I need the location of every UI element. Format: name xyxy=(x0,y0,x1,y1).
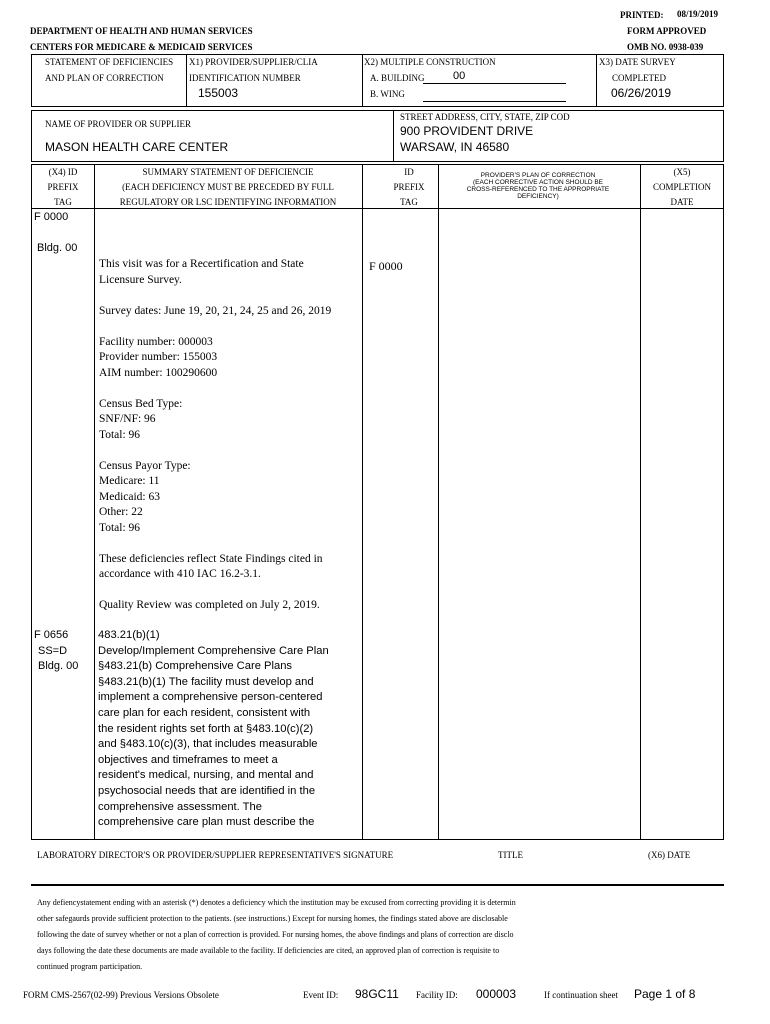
disclaimer-line: days following the date these documents are made available to the facility. If deficiencies are cited, an approved plan of correction is requisite to xyxy=(37,946,500,955)
title-label: TITLE xyxy=(498,850,523,860)
aim-number: AIM number: 100290600 xyxy=(99,366,218,379)
summary-f0000 xyxy=(99,257,361,614)
disclaimer-line: continued program participation. xyxy=(37,962,143,971)
plan-label-2: (EACH CORRECTIVE ACTION SHOULD BE xyxy=(472,179,604,186)
omb-number: OMB NO. 0938-039 xyxy=(627,42,704,52)
statement-label-2: AND PLAN OF CORRECTION xyxy=(45,73,164,83)
f0656-line: and §483.10(c)(3), that includes measurable xyxy=(98,738,318,751)
x4-label-1: (X4) ID xyxy=(48,167,78,177)
f0656-line: psychosocial needs that are identified in the xyxy=(98,784,316,797)
event-id-label: Event ID: xyxy=(303,990,339,1000)
building-label: A. BUILDING xyxy=(370,73,425,83)
x5-label-3: DATE xyxy=(670,197,694,207)
bldg-f0000: Bldg. 00 xyxy=(37,242,78,254)
summary-f0656 xyxy=(98,628,360,831)
f0656-line: resident's medical, nursing, and mental and xyxy=(98,769,314,782)
survey-completed-date: 06/26/2019 xyxy=(611,86,672,100)
page-number: Page 1 of 8 xyxy=(634,987,696,1001)
snf-nf: SNF/NF: 96 xyxy=(99,413,156,425)
x5-label-2: COMPLETION xyxy=(653,182,711,192)
x3-label-2: COMPLETED xyxy=(612,73,666,83)
other: Other: 22 xyxy=(99,506,143,518)
form-number: FORM CMS-2567(02-99) Previous Versions Obsolete xyxy=(23,990,219,1000)
id-tag-f0000: F 0000 xyxy=(369,259,403,273)
provider-number: Provider number: 155003 xyxy=(99,351,218,363)
x5-label-1: (X5) xyxy=(673,167,691,177)
continuation-label: If continuation sheet xyxy=(544,990,618,1000)
x3-label-1: X3) DATE SURVEY xyxy=(599,57,676,67)
bed-total: Total: 96 xyxy=(99,428,141,441)
id-label-1: ID xyxy=(404,167,414,177)
visit-line-2: Licensure Survey. xyxy=(99,273,182,286)
disclaimer xyxy=(37,895,727,975)
f0656-line: the resident rights set forth at §483.10(c)(2) xyxy=(98,722,314,735)
state-findings-1: These deficiencies reflect State Findings cited in xyxy=(99,552,323,565)
quality-review: Quality Review was completed on July 2, 2019. xyxy=(99,599,320,611)
f0656-line: objectives and timeframes to meet a xyxy=(98,753,278,766)
plan-label-1: PROVIDER'S PLAN OF CORRECTION xyxy=(480,172,596,179)
plan-label-3: CROSS-REFERENCED TO THE APPROPRIATE xyxy=(466,186,610,193)
centers-title: CENTERS FOR MEDICARE & MEDICAID SERVICES xyxy=(30,42,253,52)
census-bed-type: Census Bed Type: xyxy=(99,397,183,410)
f0656-line: care plan for each resident, consistent with xyxy=(98,706,311,719)
street-label: STREET ADDRESS, CITY, STATE, ZIP COD xyxy=(400,112,570,122)
tag-f0000: F 0000 xyxy=(34,211,69,223)
facility-number: Facility number: 000003 xyxy=(99,335,213,348)
summary-label-3: REGULATORY OR LSC IDENTIFYING INFORMATION xyxy=(119,197,337,207)
bldg-f0656: Bldg. 00 xyxy=(38,660,79,672)
x1-label-2: IDENTIFICATION NUMBER xyxy=(189,73,301,83)
printed-date: 08/19/2019 xyxy=(677,9,719,19)
f0656-line: 483.21(b)(1) xyxy=(98,629,160,641)
disclaimer-line: Any defiencystatement ending with an asterisk (*) denotes a deficiency which the institution may be excused from correcting providing it is determin xyxy=(37,898,516,907)
tag-f0656: F 0656 xyxy=(34,629,69,641)
provider-name: MASON HEALTH CARE CENTER xyxy=(45,140,229,154)
id-label-3: TAG xyxy=(400,197,418,207)
disclaimer-line: following the date of survey whether or not a plan of correction is provided. For nursing homes, the above findings and plans of correction are disclo xyxy=(37,930,514,939)
statement-label-1: STATEMENT OF DEFICIENCIES xyxy=(45,57,174,67)
payor-total: Total: 96 xyxy=(99,521,141,534)
plan-header xyxy=(438,172,638,200)
f0656-line: comprehensive assessment. The xyxy=(98,800,262,813)
medicare: Medicare: 11 xyxy=(99,475,160,487)
facility-id-label: Facility ID: xyxy=(416,990,458,1000)
census-payor-type: Census Payor Type: xyxy=(99,459,191,472)
x4-label-2: PREFIX xyxy=(47,182,79,192)
event-id-value: 98GC11 xyxy=(355,987,399,1001)
f0656-line: comprehensive care plan must describe the xyxy=(98,816,315,829)
wing-label: B. WING xyxy=(370,89,405,99)
form-approved: FORM APPROVED xyxy=(627,26,707,36)
f0656-line: Develop/Implement Comprehensive Care Plan xyxy=(98,644,329,657)
signature-label: LABORATORY DIRECTOR'S OR PROVIDER/SUPPLIER REPRESENTATIVE'S SIGNATURE xyxy=(37,850,394,860)
printed-label: PRINTED: xyxy=(620,10,664,20)
visit-line-1: This visit was for a Recertification and State xyxy=(99,258,304,270)
x6-date-label: (X6) DATE xyxy=(648,850,691,860)
plan-label-4: DEFICIENCY) xyxy=(517,193,559,200)
f0656-line: implement a comprehensive person-centered xyxy=(98,691,323,704)
city-state-zip: WARSAW, IN 46580 xyxy=(400,140,510,154)
department-title: DEPARTMENT OF HEALTH AND HUMAN SERVICES xyxy=(30,26,253,36)
f0656-line: §483.21(b)(1) The facility must develop and xyxy=(98,675,314,688)
survey-dates: Survey dates: June 19, 20, 21, 24, 25 and 26, 2019 xyxy=(99,304,332,317)
provider-id-value: 155003 xyxy=(198,86,239,100)
f0656-tag-block xyxy=(34,628,78,675)
scope-severity: SS=D xyxy=(38,644,68,657)
summary-label-1: SUMMARY STATEMENT OF DEFICIENCIE xyxy=(142,167,314,177)
id-label-2: PREFIX xyxy=(393,182,425,192)
facility-id-value: 000003 xyxy=(476,987,517,1001)
building-value: 00 xyxy=(453,70,466,82)
x1-label-1: X1) PROVIDER/SUPPLIER/CLIA xyxy=(189,57,318,67)
x4-label-3: TAG xyxy=(54,197,72,207)
medicaid: Medicaid: 63 xyxy=(99,490,160,503)
summary-label-2: (EACH DEFICIENCY MUST BE PRECEDED BY FULL xyxy=(122,182,334,192)
provider-name-label: NAME OF PROVIDER OR SUPPLIER xyxy=(45,119,192,129)
x2-label: X2) MULTIPLE CONSTRUCTION xyxy=(364,57,496,67)
street-address: 900 PROVIDENT DRIVE xyxy=(400,124,534,138)
f0656-line: §483.21(b) Comprehensive Care Plans xyxy=(98,660,293,673)
state-findings-2: accordance with 410 IAC 16.2-3.1. xyxy=(99,568,261,580)
disclaimer-line: other safegaurds provide sufficient protection to the patients. (see instructions.) Except for nursing homes, the findings stated above are disclosable xyxy=(37,914,508,923)
